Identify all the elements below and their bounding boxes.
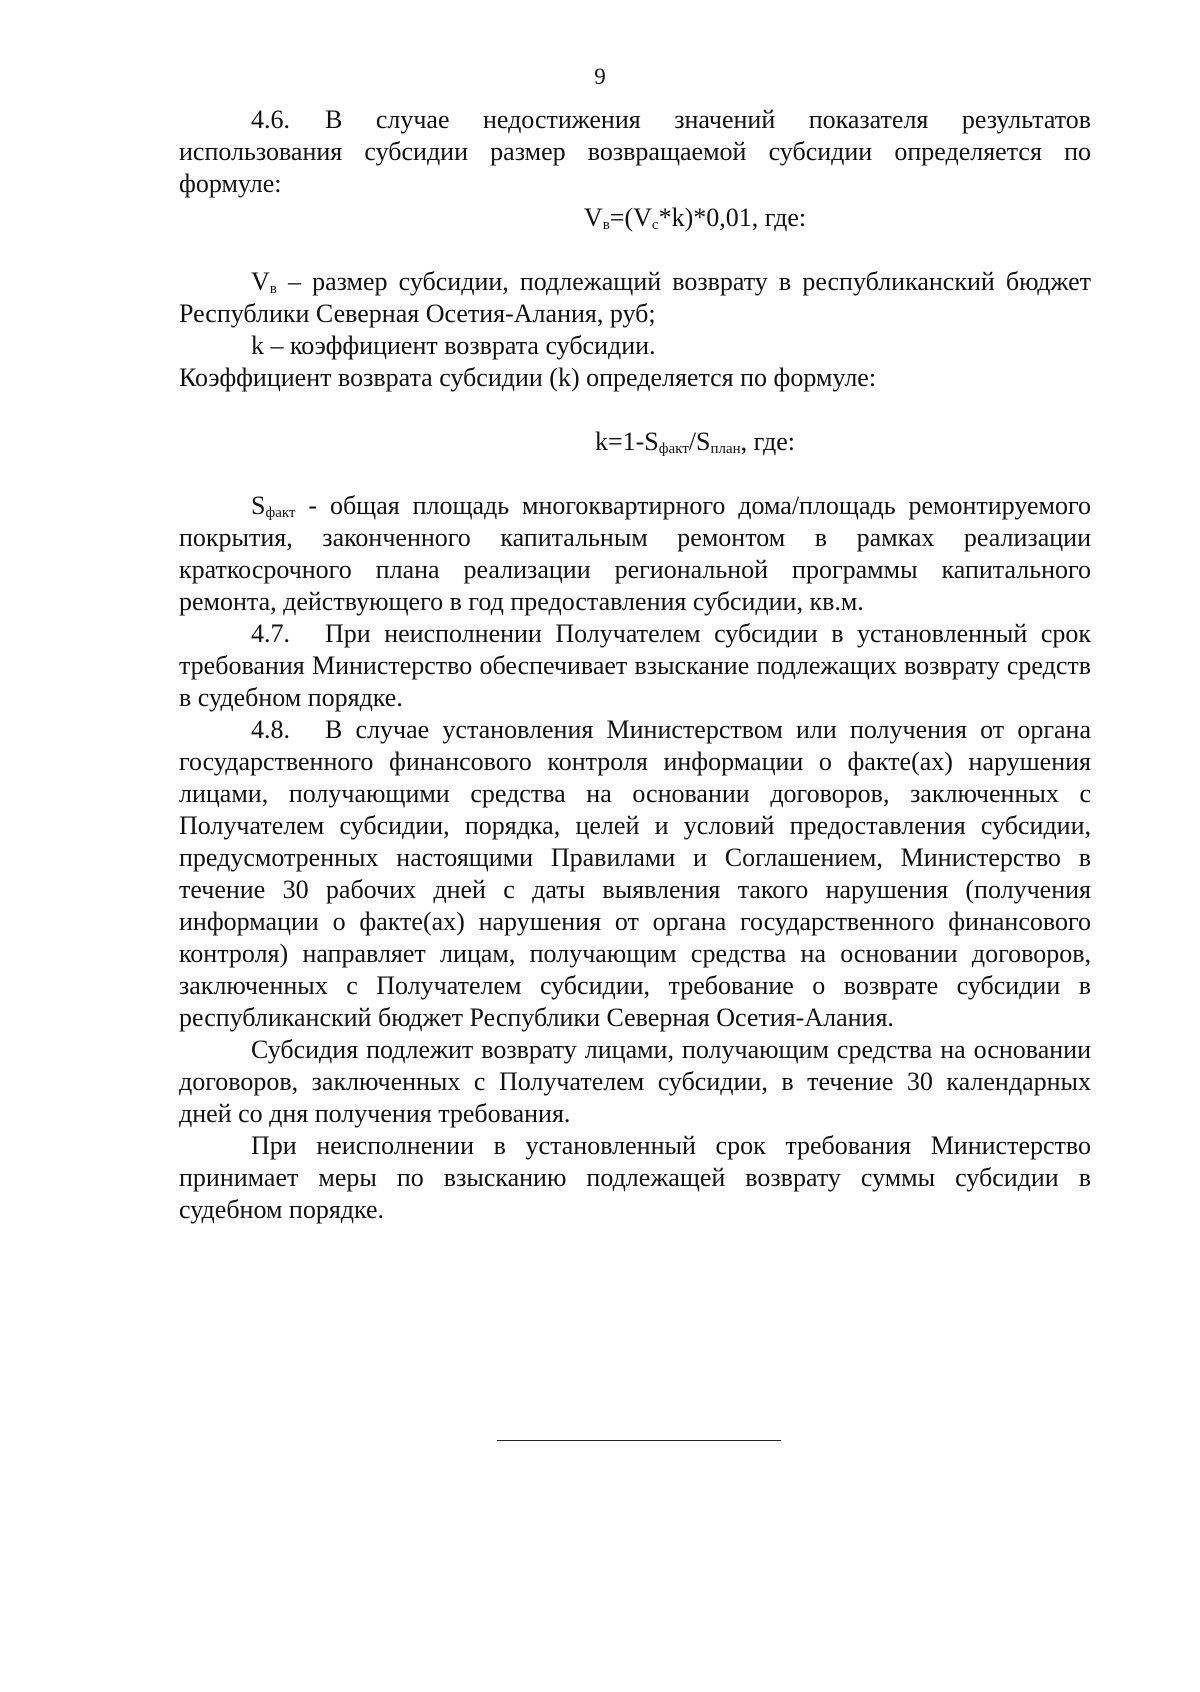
paragraph-measures: При неисполнении в установленный срок требования Министерство принимает меры по взысканию подлежащей возврату суммы субсидии в судебном порядке.: [179, 1131, 1091, 1224]
formula-vv: [179, 202, 1091, 234]
paragraph-4-6: [179, 104, 1091, 200]
definition-subscript: в: [269, 281, 277, 297]
definition-subscript: факт: [265, 505, 296, 521]
formula-subscript: в: [602, 217, 610, 233]
definition-sfact: [179, 490, 1091, 618]
paragraph-number: 4.8.: [251, 715, 290, 744]
paragraph-text: В случае недостижения значений показателя результатов использования субсидии размер возвращаемой субсидии определяется по формуле:: [179, 105, 1091, 198]
definition-vv: [179, 266, 1091, 330]
paragraph-4-8: [179, 714, 1091, 1034]
document-body: [179, 104, 1091, 1226]
paragraph-return: Субсидия подлежит возврату лицами, получающим средства на основании договоров, заключенных с Получателем субсидии, в течение 30 календарных дней со дня получения требования.: [179, 1035, 1091, 1128]
formula-symbol: =(V: [609, 203, 652, 232]
formula-expression: [595, 427, 795, 456]
paragraph-number: 4.6.: [251, 105, 290, 134]
paragraph-text: При неисполнении Получателем субсидии в установленный срок требования Министерство обеспечивает взыскание подлежащих возврату средств в судебном порядке.: [179, 619, 1091, 712]
formula-subscript: с: [651, 217, 659, 233]
definition-symbol: V: [251, 267, 270, 296]
formula-symbol: k=1-S: [594, 427, 659, 456]
definition-text: – размер субсидии, подлежащий возврату в республиканский бюджет Республики Северная Осетия-Алания, руб;: [179, 267, 1091, 328]
formula-subscript: план: [710, 441, 741, 457]
end-of-text-rule: [497, 1440, 781, 1441]
formula-subscript: факт: [658, 441, 689, 457]
formula-symbol: V: [583, 203, 603, 232]
formula-symbol: /S: [688, 427, 711, 456]
formula-symbol: , где:: [740, 427, 796, 456]
paragraph-number: 4.7.: [251, 619, 290, 648]
coefficient-intro: Коэффициент возврата субсидии (k) определяется по формуле:: [179, 363, 877, 392]
definition-symbol: S: [251, 491, 266, 520]
paragraph-4-7: [179, 618, 1091, 714]
formula-expression: [584, 203, 806, 232]
formula-k: [179, 426, 1091, 458]
paragraph-text: В случае установления Министерством или получения от органа государственного финансового контроля информации о факте(ах) нарушения лицами, получающими средства на основании договоров, заключенных с Получателем субсидии, порядка, целей и условий предоставления субсидии, предусмотренных настоящими Правилами и Соглашением, Министерство в течение 30 рабочих дней с даты выявления такого нарушения (получения информации о факте(ах) нарушения от органа государственного финансового контроля) направляет лицам, получающим средства на основании договоров, заключенных с Получателем субсидии, требование о возврате субсидии в республиканский бюджет Республики Северная Осетия-Алания.: [179, 715, 1091, 1032]
definition-k: k – коэффициент возврата субсидии.: [251, 331, 656, 360]
page-number: 9: [594, 64, 606, 89]
definition-text: - общая площадь многоквартирного дома/площадь ремонтируемого покрытия, законченного капитальным ремонтом в рамках реализации краткосрочного плана реализации региональной программы капитального ремонта, действующего в год предоставления субсидии, кв.м.: [179, 491, 1091, 616]
formula-symbol: *k)*0,01, где:: [658, 203, 807, 232]
